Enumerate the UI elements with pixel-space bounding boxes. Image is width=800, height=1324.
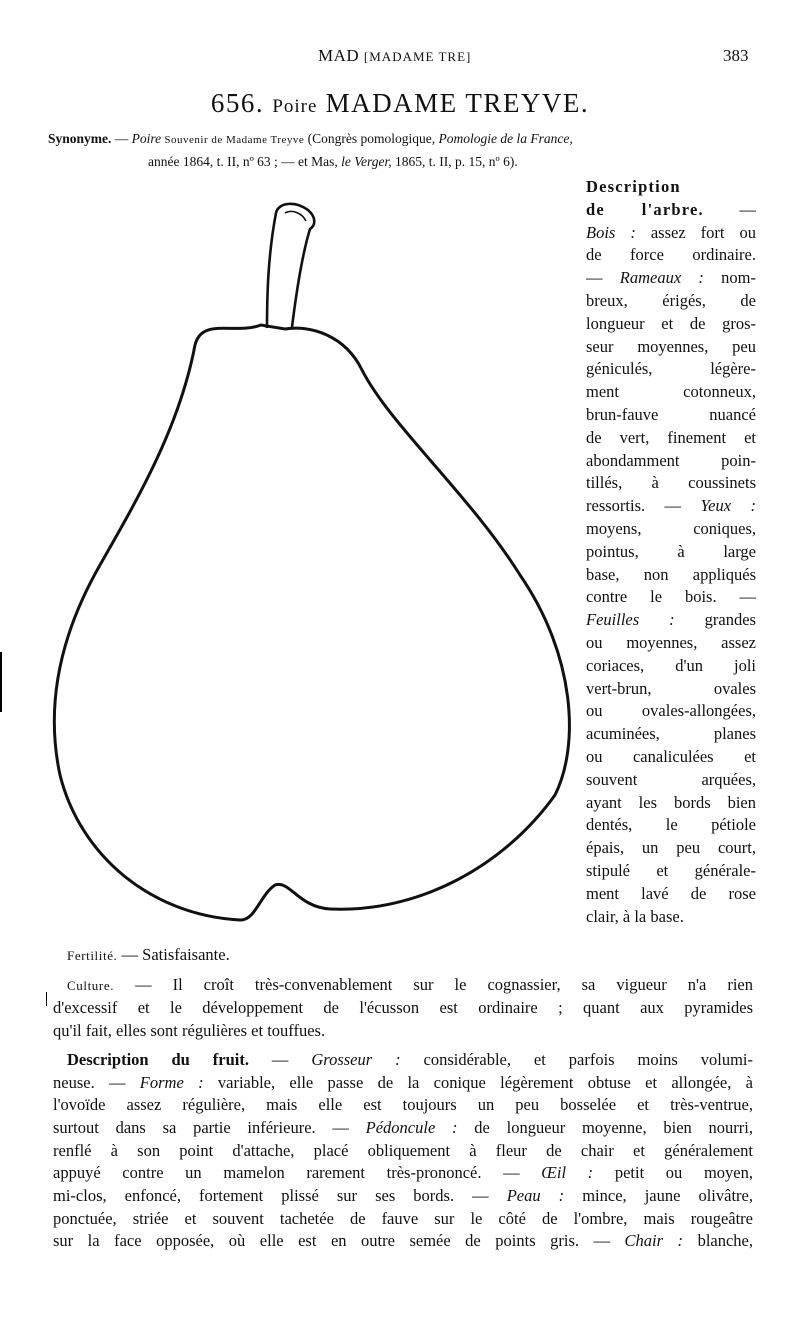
tree-line bbox=[586, 564, 756, 587]
tree-line bbox=[586, 906, 756, 929]
tree-line bbox=[586, 746, 756, 769]
tree-line-text: clair, à la base. bbox=[586, 906, 684, 926]
tree-line-text: breux, érigés, de bbox=[586, 290, 756, 310]
tree-line bbox=[586, 267, 756, 290]
tree-line-text: acuminées, planes bbox=[586, 724, 756, 744]
tree-line-text: base, non appliqués bbox=[586, 564, 756, 584]
page-number: 383 bbox=[723, 46, 749, 65]
tree-line bbox=[586, 518, 756, 541]
synonyme-source-title: Pomologie de la France, bbox=[438, 131, 573, 146]
tree-line-text: grandes bbox=[674, 610, 756, 630]
tree-line-text: dentés, le pétiole bbox=[586, 815, 756, 835]
page-title bbox=[0, 88, 800, 119]
tree-heading-1: Description bbox=[586, 177, 681, 196]
fruit-line bbox=[53, 1140, 753, 1163]
tree-line bbox=[586, 837, 756, 860]
tree-line bbox=[586, 792, 756, 815]
margin-mark bbox=[46, 992, 47, 1006]
fertilite-text: — Satisfaisante. bbox=[117, 945, 230, 964]
tree-line-italic: Rameaux : bbox=[619, 268, 704, 288]
tree-line bbox=[586, 336, 756, 359]
tree-line-text: ment cotonneux, bbox=[586, 382, 756, 402]
tree-line bbox=[586, 541, 756, 564]
tree-line-text: vert-brun, ovales bbox=[586, 678, 756, 698]
tree-line bbox=[586, 404, 756, 427]
tree-line bbox=[586, 609, 756, 632]
fruit-line bbox=[53, 1094, 753, 1117]
fruit-text: de longueur moyenne, bien nourri, bbox=[457, 1117, 753, 1137]
fruit-text: ponctuée, striée et souvent tachetée de fauve sur le côté de l'ombre, mais rougeâtre bbox=[53, 1208, 753, 1228]
pear-illustration bbox=[40, 195, 585, 930]
fruit-text: renflé à son point d'attache, placé obliquement à fleur de chair et généralement bbox=[53, 1140, 753, 1160]
fruit-line bbox=[53, 1230, 753, 1253]
tree-line-text: coriaces, d'un joli bbox=[586, 655, 756, 675]
tree-line bbox=[586, 586, 756, 609]
tree-line-text: contre le bois. — bbox=[586, 587, 756, 607]
tree-line-text: — bbox=[586, 268, 620, 288]
pear-stalk bbox=[267, 204, 314, 328]
tree-line-text: épais, un peu court, bbox=[586, 838, 756, 858]
fertilite-line bbox=[53, 944, 753, 968]
culture-text: d'excessif et le développement de l'écusson est ordinaire ; quant aux pyramides bbox=[53, 998, 753, 1018]
fruit-text: appuyé contre un mamelon rarement très-prononcé. — bbox=[53, 1163, 542, 1183]
fruit-paragraph bbox=[53, 1049, 753, 1253]
fruit-term: Pédoncule : bbox=[365, 1117, 458, 1137]
tree-line-text: ou ovales-allongées, bbox=[586, 701, 756, 721]
tree-line bbox=[586, 427, 756, 450]
title-number: 656. bbox=[210, 88, 265, 118]
synonyme-poire: Poire bbox=[131, 131, 162, 146]
tree-heading-2 bbox=[586, 199, 756, 222]
running-head-main: MAD bbox=[318, 46, 360, 65]
running-head-bracket: [MADAME TRE] bbox=[363, 49, 472, 64]
tree-line-text: ressortis. — bbox=[586, 496, 701, 516]
tree-line bbox=[586, 313, 756, 336]
pear-outline bbox=[54, 325, 569, 920]
tree-line bbox=[586, 222, 756, 245]
fruit-term: Œil : bbox=[541, 1163, 594, 1183]
tree-line bbox=[586, 381, 756, 404]
pear-stalk-tip bbox=[285, 211, 306, 221]
tree-line bbox=[586, 700, 756, 723]
running-head bbox=[318, 46, 471, 66]
synonyme-dash: — bbox=[111, 131, 132, 146]
tree-line bbox=[586, 723, 756, 746]
tree-line-text: stipulé et générale- bbox=[586, 860, 756, 880]
fertilite-label: Fertilité. bbox=[67, 948, 118, 963]
culture-label: Culture. bbox=[67, 977, 115, 993]
tree-line-text: abondamment poin- bbox=[586, 450, 756, 470]
tree-line-text: assez fort ou bbox=[635, 222, 756, 242]
tree-line bbox=[586, 632, 756, 655]
title-name: MADAME TREYVE. bbox=[325, 88, 590, 118]
fruit-line bbox=[53, 1049, 753, 1072]
tree-line-text: pointus, à large bbox=[586, 541, 756, 561]
fruit-line bbox=[53, 1185, 753, 1208]
tree-line bbox=[586, 655, 756, 678]
fruit-text: variable, elle passe de la conique légèrement obtuse et allongée, à bbox=[203, 1072, 753, 1092]
fruit-text: sur la face opposée, où elle est en outre semée de points gris. — bbox=[53, 1231, 625, 1251]
tree-line-text: de vert, finement et bbox=[586, 427, 756, 447]
margin-mark bbox=[0, 652, 2, 712]
tree-line bbox=[586, 495, 756, 518]
tree-line-text: ou moyennes, assez bbox=[586, 632, 756, 652]
tree-heading-dash: — bbox=[703, 199, 756, 219]
tree-line-text: moyens, coniques, bbox=[586, 518, 756, 538]
fertilite-paragraph bbox=[53, 944, 753, 968]
fruit-text: considérable, et parfois moins volumi- bbox=[400, 1049, 754, 1069]
synonyme-block bbox=[48, 128, 760, 172]
fruit-term: Peau : bbox=[506, 1186, 565, 1206]
fruit-term: Chair : bbox=[624, 1231, 684, 1251]
fruit-text: — bbox=[248, 1049, 312, 1069]
culture-text: — Il croît très-convenablement sur le cognassier, sa vigueur n'a rien bbox=[114, 974, 753, 994]
tree-line-text: nom- bbox=[703, 268, 757, 288]
title-word: Poire bbox=[272, 96, 318, 117]
fruit-label: Description du fruit. bbox=[67, 1049, 249, 1069]
tree-line bbox=[586, 472, 756, 495]
tree-lines bbox=[586, 222, 756, 929]
tree-line bbox=[586, 678, 756, 701]
synonyme-line2-c: 1865, t. II, p. 15, nº 6). bbox=[391, 154, 518, 169]
synonyme-source-1: (Congrès pomologique, bbox=[304, 131, 439, 146]
tree-line bbox=[586, 450, 756, 473]
tree-line-text: tillés, à coussinets bbox=[586, 473, 756, 493]
fruit-text: neuse. — bbox=[53, 1072, 140, 1092]
synonyme-name: Souvenir de Madame Treyve bbox=[161, 134, 305, 146]
fruit-text: mince, jaune olivâtre, bbox=[564, 1186, 753, 1206]
synonyme-line2-a: année 1864, t. II, nº 63 ; — et Mas, bbox=[148, 154, 342, 169]
tree-description bbox=[586, 176, 756, 928]
culture-line bbox=[53, 997, 753, 1020]
culture-line bbox=[53, 974, 753, 998]
fruit-text: mi-clos, enfoncé, fortement plissé sur ses bords. — bbox=[53, 1186, 507, 1206]
tree-line-italic: Yeux : bbox=[700, 496, 756, 516]
culture-paragraph bbox=[53, 974, 753, 1043]
tree-line-text: souvent arquées, bbox=[586, 769, 756, 789]
tree-line-text: ment lavé de rose bbox=[586, 883, 756, 903]
culture-text: qu'il fait, elles sont régulières et touffues. bbox=[53, 1021, 326, 1041]
fruit-text: petit ou moyen, bbox=[593, 1163, 753, 1183]
tree-line-text: seur moyennes, peu bbox=[586, 336, 756, 356]
synonyme-label: Synonyme. bbox=[48, 131, 112, 146]
fruit-text: blanche, bbox=[683, 1231, 754, 1251]
synonyme-line2-b: le Verger, bbox=[341, 154, 392, 169]
tree-line bbox=[586, 358, 756, 381]
tree-line bbox=[586, 860, 756, 883]
fruit-term: Forme : bbox=[139, 1072, 204, 1092]
tree-line bbox=[586, 244, 756, 267]
tree-line-text: de force ordinaire. bbox=[586, 245, 756, 265]
fruit-text: surtout dans sa partie inférieure. — bbox=[53, 1117, 366, 1137]
body-text bbox=[53, 944, 753, 1259]
tree-line-text: ayant les bords bien bbox=[586, 792, 756, 812]
tree-line bbox=[586, 290, 756, 313]
fruit-line bbox=[53, 1072, 753, 1095]
tree-line-text: brun-fauve nuancé bbox=[586, 404, 756, 424]
tree-line bbox=[586, 883, 756, 906]
tree-line-text: longueur et de gros- bbox=[586, 313, 756, 333]
tree-line-italic: Feuilles : bbox=[586, 610, 675, 630]
fruit-line bbox=[53, 1117, 753, 1140]
synonyme-line-2 bbox=[48, 151, 760, 172]
tree-line-text: ou canaliculées et bbox=[586, 746, 756, 766]
fruit-line bbox=[53, 1162, 753, 1185]
tree-line bbox=[586, 769, 756, 792]
tree-line-italic: Bois : bbox=[586, 222, 636, 242]
culture-line bbox=[53, 1020, 753, 1043]
tree-line-text: géniculés, légère- bbox=[586, 359, 756, 379]
tree-heading-2-text: de l'arbre. bbox=[586, 199, 704, 219]
fruit-text: l'ovoïde assez régulière, mais elle est toujours un peu bosselée et très-ventrue, bbox=[53, 1095, 753, 1115]
fruit-line bbox=[53, 1208, 753, 1231]
fruit-term: Grosseur : bbox=[311, 1049, 401, 1069]
tree-line bbox=[586, 814, 756, 837]
